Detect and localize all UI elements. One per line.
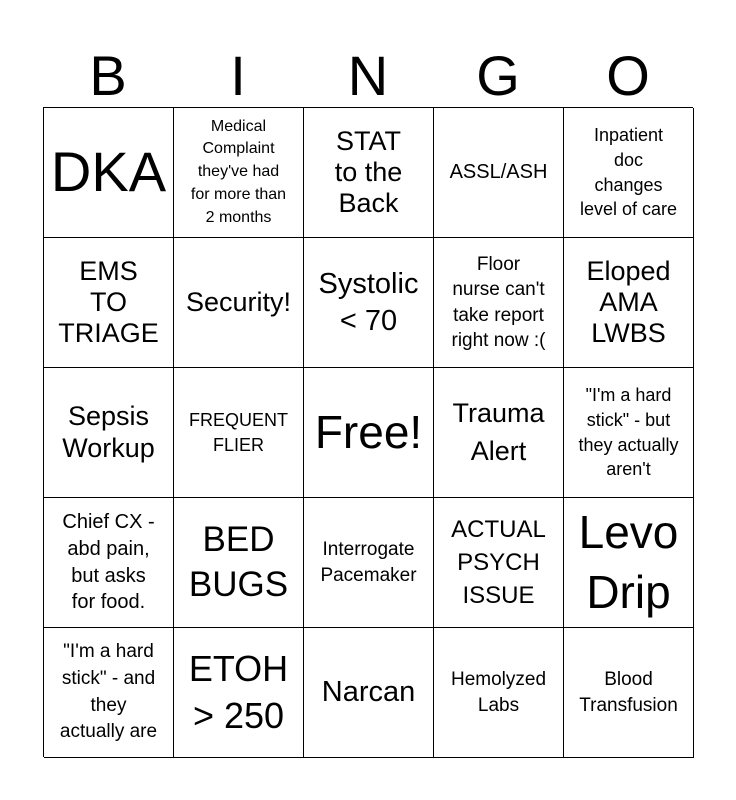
cell-text: "I'm a hard stick" - and they actually are (59, 640, 158, 743)
bingo-cell-floor-nurse[interactable] (434, 238, 564, 368)
bingo-cell-security[interactable] (174, 238, 304, 368)
bingo-cell-frequent-flier[interactable] (174, 368, 304, 498)
cell-text: Sepsis Workup (62, 401, 155, 463)
bingo-cell-interrogate-pacemaker[interactable] (304, 498, 434, 628)
header-letter-n: N (347, 44, 389, 107)
cell-text: Chief CX - abd pain, but asks for food. (62, 511, 155, 614)
bingo-header (43, 44, 693, 108)
bingo-cell-sepsis-workup[interactable] (44, 368, 174, 498)
bingo-cell-inpatient-doc[interactable] (564, 108, 694, 238)
bingo-cell-narcan[interactable] (304, 628, 434, 758)
cell-text: Security! (185, 286, 292, 317)
header-letter-g: G (476, 44, 520, 107)
bingo-cell-blood-transfusion[interactable] (564, 628, 694, 758)
cell-text: Floor nurse can't take report right now :( (451, 254, 546, 351)
bingo-cell-hard-stick-not[interactable] (564, 368, 694, 498)
cell-text: BED BUGS (188, 519, 289, 604)
cell-text: Levo Drip (578, 505, 679, 618)
bingo-cell-etoh[interactable] (174, 628, 304, 758)
bingo-cell-hemolyzed-labs[interactable] (434, 628, 564, 758)
header-letter-b: B (89, 44, 127, 107)
bingo-cell-stat-to-back[interactable] (304, 108, 434, 238)
bingo-cell-levo-drip[interactable] (564, 498, 694, 628)
bingo-cell-chief-cx[interactable] (44, 498, 174, 628)
bingo-cell-actual-psych[interactable] (434, 498, 564, 628)
cell-text: ASSL/ASH (449, 161, 548, 184)
cell-text: ACTUAL PSYCH ISSUE (451, 515, 546, 610)
cell-text: ETOH > 250 (188, 648, 289, 736)
cell-text: Eloped AMA LWBS (586, 255, 671, 349)
bingo-cell-trauma-alert[interactable] (434, 368, 564, 498)
header-letter-o: O (606, 44, 650, 107)
bingo-cell-medical-complaint[interactable] (174, 108, 304, 238)
cell-text: Narcan (321, 676, 416, 709)
bingo-cell-dka[interactable] (44, 108, 174, 238)
cell-text: "I'm a hard stick" - but they actually aren't (578, 384, 679, 480)
bingo-cell-bed-bugs[interactable] (174, 498, 304, 628)
cell-text: DKA (50, 140, 167, 204)
bingo-cell-hard-stick-are[interactable] (44, 628, 174, 758)
cell-text: Inpatient doc changes level of care (579, 124, 678, 220)
cell-text: FREQUENT FLIER (189, 409, 288, 455)
cell-text: Blood Transfusion (579, 669, 678, 716)
cell-text: Hemolyzed Labs (450, 669, 547, 716)
bingo-board (43, 107, 693, 757)
bingo-cell-assl-ash[interactable] (434, 108, 564, 238)
bingo-cell-eloped[interactable] (564, 238, 694, 368)
cell-text: STAT to the Back (334, 125, 403, 219)
cell-text: Medical Complaint they've had for more than 2 months (190, 117, 287, 226)
cell-text: Free! (314, 405, 423, 458)
cell-text: Interrogate Pacemaker (320, 539, 417, 586)
bingo-cell-free[interactable] (304, 368, 434, 498)
cell-text: EMS TO TRIAGE (58, 255, 159, 349)
bingo-cell-systolic[interactable] (304, 238, 434, 368)
cell-text: Trauma Alert (452, 397, 545, 466)
cell-text: Systolic < 70 (318, 267, 419, 337)
bingo-cell-ems-to-triage[interactable] (44, 238, 174, 368)
header-letter-i: I (230, 44, 246, 107)
